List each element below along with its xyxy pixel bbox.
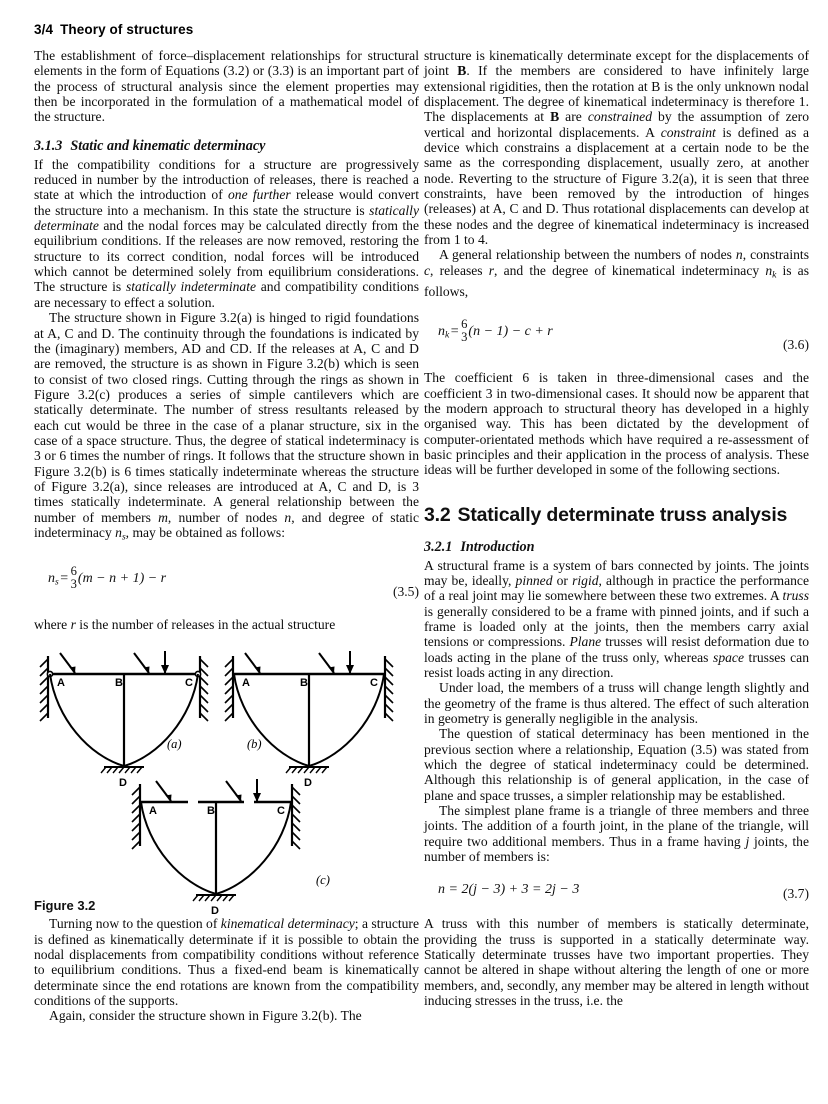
- paragraph-simplest-plane-frame: [424, 803, 809, 864]
- text-run: , releases: [430, 262, 489, 278]
- node-label-c: C: [185, 677, 193, 690]
- text-run: ; a structure is defined as kinematically determinate if it is possible to obtain the nodal displacements from compatibility conditions without reference to equilibrium conditions. Thus a fixed-end beam is kinematically determinate since the end rotations are known from the compatibility conditions of the supports.: [34, 916, 419, 1009]
- heading-3-2-title: Statically determinate truss analysis: [457, 503, 788, 526]
- left-column: [34, 48, 419, 1024]
- equation-3-6: [424, 319, 809, 353]
- italic-run: m: [158, 509, 168, 525]
- equation-lhs-sub: s: [55, 577, 59, 588]
- text-run: trusses will resist deformation due to loads acting in the plane of the truss only, whereas: [424, 634, 809, 665]
- equation-3-7-number: (3.7): [782, 886, 809, 902]
- paragraph-determinacy-1: [34, 157, 419, 310]
- fraction-denominator: 3: [461, 330, 468, 344]
- node-label-d: D: [211, 905, 219, 918]
- paragraph-left-final: Again, consider the structure shown in Figure 3.2(b). The: [49, 1008, 362, 1024]
- equation-3-6-body: [438, 319, 553, 345]
- paragraph-continuation: [424, 48, 809, 247]
- text-run: trusses can resist loads acting in any direction.: [424, 649, 809, 680]
- text-run: structure is kinematically determinate except for the displacements of joint: [424, 48, 809, 79]
- fraction-six-thirds: [461, 318, 467, 344]
- text-run: are: [559, 109, 588, 125]
- intro-paragraph: The establishment of force–displacement relationships for structural elements in the form of Equations (3.2) or (3.3) is an important part of the process of structural analysis since the element properties may then be incorporated in the formulation of a mathematical model of the structure.: [34, 48, 419, 125]
- text-run: The simplest plane frame is a triangle of three members and three joints. The addition of a fourth joint, in the plane of the triangle, will require two additional members. Thus in a frame having: [424, 803, 809, 849]
- text-run: , number of nodes: [167, 509, 285, 525]
- equation-3-5: [34, 563, 419, 600]
- subscript-run: s: [121, 532, 126, 543]
- text-run: and compatibility conditions are necessary to effect a solution.: [34, 279, 419, 310]
- node-label-a: A: [57, 677, 65, 690]
- node-label-d: D: [304, 777, 312, 790]
- paragraph-right-final: A truss with this number of members is statically determinate, providing the truss is supported in a statically determinate way. Statically determinate trusses have two important properties. They cannot be altered in shape without altering the length of one or more members, and, secondly, any member may be altered in length without inducing stresses in the truss, i.e. the: [424, 916, 809, 1009]
- diagram-a: [40, 651, 208, 789]
- italic-run: n: [284, 509, 292, 525]
- italic-run: one further: [228, 187, 291, 203]
- node-label-b: B: [300, 677, 308, 690]
- text-run: where: [34, 616, 71, 632]
- fraction-six-thirds: [71, 565, 77, 591]
- diagram-b: [225, 651, 393, 789]
- text-run: joints, the number of members is:: [424, 833, 809, 865]
- node-label-d: D: [119, 777, 127, 790]
- text-run: , although in practice the performance of a real joint may lie somewhere between these two extremes. A: [424, 572, 809, 604]
- text-run: is as follows,: [424, 262, 809, 299]
- equation-3-5-body: [48, 563, 167, 592]
- figure-caption: Figure 3.2: [34, 898, 96, 914]
- node-label-c: C: [370, 677, 378, 690]
- diagram-label-c: (c): [316, 873, 330, 888]
- heading-3-2: [424, 504, 809, 526]
- text-run: is defined as a device which constrains a displacement at a certain node to be the same as the corresponding displacement, usually zero, at another node. Reverting to the structure of Figure 3.2(a), it is seen that three constraints, have been removed by the introduction of hinges (releases) at A, C and D. Thus rotational displacements can develop at these nodes and the degree of kinematical indeterminacy is increased from 1 to 4.: [424, 124, 809, 248]
- paragraph-kinematical: [34, 916, 419, 1008]
- heading-3-1-3-title: Static and kinematic determinacy: [70, 137, 266, 154]
- text-run: Turning now to the question of: [49, 916, 221, 932]
- text-run: release would convert the structure into a mechanism. In this state the structure is: [34, 187, 419, 218]
- italic-run: statically determinate: [34, 202, 419, 234]
- heading-3-2-1-number: 3.2.1: [424, 538, 453, 555]
- text-run: , may be obtained as follows:: [125, 524, 285, 540]
- node-label-a: A: [242, 677, 250, 690]
- equation-equals: =: [60, 571, 69, 587]
- bold-run: B: [457, 63, 467, 79]
- equation-lhs-sub: k: [445, 330, 450, 341]
- diagram-c: [132, 779, 330, 917]
- text-run: is the number of releases in the actual structure: [75, 616, 336, 632]
- text-run: . If the members are considered to have infinitely large extensional rigidities, then the rotation at B is the only unknown nodal displacement. The degree of kinematical indeterminacy is therefore 1. The displacements at: [424, 63, 809, 125]
- italic-run: c: [424, 262, 431, 278]
- italic-run: r: [488, 262, 495, 278]
- italic-run: j: [745, 833, 750, 849]
- text-run: and the nodal forces may be calculated directly from the equilibrium conditions. If the releases are now removed, restoring the structure to its correct condition, nodal forces will be introduced which cannot be determined solely from equilibrium considerations. The structure is: [34, 218, 419, 295]
- heading-3-1-3: [34, 138, 419, 154]
- text-run: by the assumption of zero vertical and horizontal displacements. A: [424, 109, 810, 140]
- figure-3-2: [34, 648, 419, 916]
- equation-lhs-var: n: [48, 571, 55, 587]
- heading-3-2-number: 3.2: [424, 503, 451, 526]
- node-label-a: A: [149, 805, 157, 818]
- paragraph-general-relationship: [424, 247, 809, 299]
- diagram-label-a: (a): [167, 737, 182, 752]
- paragraph-after-equation-35: [34, 617, 419, 632]
- paragraph-statical-determinacy: The question of statical determinacy has been mentioned in the previous section where a relationship, Equation (3.5) was stated from which the degree of statical indeterminacy could be determined. Although this relationship is of general application, in the case of plane and space trusses, a simpler relationship may be established.: [424, 726, 809, 803]
- paragraph-determinacy-2: [34, 310, 419, 546]
- text-run: The structure shown in Figure 3.2(a) is hinged to rigid foundations at A, C and D. The continuity through the foundations is indicated by the (imaginary) members, AD and CD. If the releases at A, C and D are removed, the structure is as shown in Figure 3.2(b) which is seen to consist of two closed rings. Cutting through the rings as shown in Figure 3.2(c) produces a series of simple cantilevers which are statically determinate. The number of stress resultants released by each cut would be three in the case of a planar structure, six in the case of a space structure. Thus, the degree of statical indeterminacy is 3 or 6 times the number of rings. It follows that the structure shown in Figure 3.2(b) is 6 times statically indeterminate whereas the structure of Figure 3.2(a), since releases are introduced at A, C and D, is 3 times statically indeterminate. A general relationship between the number of members: [34, 310, 419, 525]
- paragraph-frame-definition: [424, 558, 809, 681]
- equation-3-7: [424, 880, 809, 902]
- text-run: If the compatibility conditions for a structure are progressively reduced in number by the introduction of releases, there is reached a state at which the introduction of: [34, 156, 419, 203]
- italic-run: pinned: [515, 572, 553, 588]
- italic-run: rigid: [572, 572, 599, 588]
- running-head-number: 3/4: [34, 22, 54, 37]
- text-run: A general relationship between the numbers of nodes: [439, 247, 736, 263]
- equation-rhs: (n − 1) − c + r: [468, 324, 553, 340]
- text-run: , and the degree of kinematical indeterminacy: [494, 262, 766, 278]
- equation-3-6-number: (3.6): [782, 337, 809, 353]
- equation-rhs: (m − n + 1) − r: [77, 571, 167, 587]
- italic-run: statically indeterminate: [125, 279, 257, 295]
- right-column: [424, 48, 809, 1009]
- running-head-title: Theory of structures: [60, 22, 194, 37]
- heading-3-1-3-number: 3.1.3: [34, 137, 63, 154]
- fraction-numerator: 6: [70, 563, 77, 578]
- equation-3-5-number: (3.5): [392, 583, 419, 599]
- equation-equals: =: [450, 324, 459, 340]
- heading-3-2-1-title: Introduction: [460, 538, 535, 555]
- text-run: A structural frame is a system of bars connected by joints. The joints may be, ideally,: [424, 557, 809, 588]
- subscript-run: k: [772, 270, 777, 281]
- text-run: , constraints: [742, 247, 809, 263]
- diagram-label-b: (b): [247, 737, 262, 752]
- node-label-b: B: [115, 677, 123, 690]
- text-run: or: [552, 572, 573, 588]
- node-label-c: C: [277, 805, 285, 818]
- running-head: [34, 22, 434, 37]
- italic-run: constrained: [587, 109, 652, 125]
- text-run: is generally considered to be a frame with pinned joints, and if such a frame is loaded only at the joints, then the members carry axial tensions or compressions.: [424, 603, 809, 650]
- italic-run: n: [115, 524, 122, 540]
- fraction-numerator: 6: [461, 317, 468, 332]
- italic-run: constraint: [660, 124, 716, 140]
- paragraph-under-load: Under load, the members of a truss will change length slightly and the geometry of the frame is thus altered. The effect of such alteration in geometry is generally negligible in the analysis.: [424, 680, 809, 726]
- node-label-b: B: [207, 805, 215, 818]
- italic-run: Plane: [569, 634, 602, 650]
- bold-run: B: [550, 109, 560, 125]
- equation-lhs-var: n: [438, 324, 445, 340]
- italic-run: kinematical determinacy: [220, 916, 355, 932]
- italic-run: space: [713, 649, 744, 665]
- fraction-denominator: 3: [70, 576, 77, 591]
- italic-run: n: [735, 247, 743, 263]
- paragraph-coefficient: The coefficient 6 is taken in three-dimensional cases and the coefficient 3 in two-dimensional cases. It should now be apparent that the modern approach to structural theory has developed in a highly organised way. This has been dictated by the development of computer-orientated methods which have required a re-assessment of basic principles and their application in the process of analysis. These ideas will be further developed in some of the following sections.: [424, 370, 809, 478]
- italic-run: r: [70, 616, 76, 632]
- heading-3-2-1: [424, 539, 809, 555]
- italic-run: n: [765, 262, 773, 278]
- text-run: , and degree of static indeterminacy: [34, 509, 419, 540]
- italic-run: truss: [782, 588, 809, 604]
- equation-3-7-body: n = 2(j − 3) + 3 = 2j − 3: [438, 882, 580, 898]
